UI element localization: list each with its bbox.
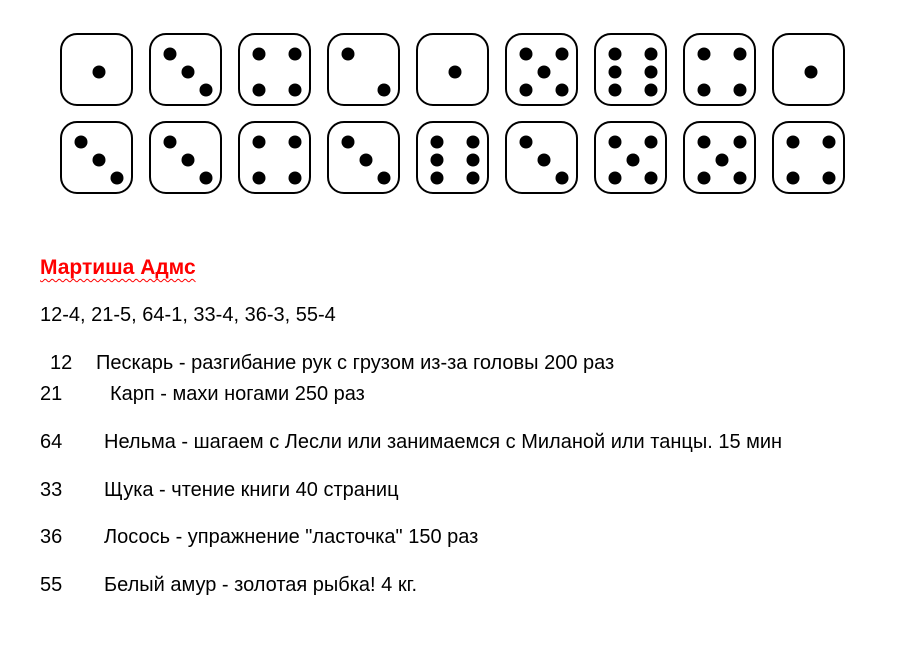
die-pip	[431, 154, 444, 167]
die-pip	[627, 154, 640, 167]
die-pip	[645, 84, 658, 97]
die-face-1	[772, 33, 845, 106]
task-number: 64	[40, 431, 63, 453]
die-pip	[342, 136, 355, 149]
task-number: 36	[40, 526, 63, 548]
die-pip	[538, 154, 551, 167]
heading-text: Мартиша Адмс	[40, 256, 196, 279]
die-pip	[538, 66, 551, 79]
task-text: Лосось - упражнение "ласточка" 150 раз	[104, 526, 479, 548]
die-pip	[698, 172, 711, 185]
die-pip	[378, 84, 391, 97]
die-pip	[289, 84, 302, 97]
die-pip	[342, 48, 355, 61]
die-pip	[556, 84, 569, 97]
die-pip	[431, 172, 444, 185]
die-pip	[93, 154, 106, 167]
die-pip	[164, 136, 177, 149]
die-pip	[200, 172, 213, 185]
die-pip	[698, 84, 711, 97]
die-pip	[609, 172, 622, 185]
task-number: 12	[50, 352, 73, 374]
die-pip	[75, 136, 88, 149]
die-pip	[449, 66, 462, 79]
die-pip	[734, 136, 747, 149]
die-pip	[431, 136, 444, 149]
die-pip	[609, 84, 622, 97]
die-pip	[734, 172, 747, 185]
die-pip	[698, 48, 711, 61]
die-pip	[556, 48, 569, 61]
task-number: 21	[40, 383, 63, 405]
task-number: 55	[40, 574, 63, 596]
die-pip	[289, 136, 302, 149]
die-pip	[467, 154, 480, 167]
dice-area	[0, 0, 900, 210]
die-pip	[520, 84, 533, 97]
die-face-5	[683, 121, 756, 194]
die-face-3	[60, 121, 133, 194]
die-pip	[787, 172, 800, 185]
task-text: Нельма - шагаем с Лесли или занимаемся с Миланой или танцы. 15 мин	[104, 431, 783, 453]
die-face-1	[416, 33, 489, 106]
die-pip	[805, 66, 818, 79]
die-face-5	[505, 33, 578, 106]
die-face-4	[238, 121, 311, 194]
task-text: Щука - чтение книги 40 страниц	[104, 479, 399, 501]
die-pip	[182, 154, 195, 167]
die-pip	[93, 66, 106, 79]
die-pip	[253, 84, 266, 97]
die-pip	[787, 136, 800, 149]
die-pip	[467, 172, 480, 185]
die-pip	[734, 48, 747, 61]
die-face-2	[327, 33, 400, 106]
die-pip	[645, 48, 658, 61]
die-pip	[289, 48, 302, 61]
heading	[40, 256, 196, 280]
task-number: 33	[40, 479, 63, 501]
die-pip	[164, 48, 177, 61]
die-pip	[823, 172, 836, 185]
task-text: Карп - махи ногами 250 раз	[110, 383, 365, 405]
die-pip	[609, 66, 622, 79]
die-pip	[698, 136, 711, 149]
die-face-3	[149, 33, 222, 106]
die-pip	[289, 172, 302, 185]
die-face-3	[149, 121, 222, 194]
die-pip	[360, 154, 373, 167]
die-pip	[716, 154, 729, 167]
die-pip	[734, 84, 747, 97]
summary-line: 12-4, 21-5, 64-1, 33-4, 36-3, 55-4	[40, 304, 336, 326]
die-pip	[253, 48, 266, 61]
die-pip	[609, 48, 622, 61]
die-pip	[111, 172, 124, 185]
die-face-1	[60, 33, 133, 106]
die-pip	[467, 136, 480, 149]
die-pip	[253, 172, 266, 185]
die-face-3	[327, 121, 400, 194]
die-face-3	[505, 121, 578, 194]
die-face-4	[772, 121, 845, 194]
die-face-4	[238, 33, 311, 106]
task-text: Пескарь - разгибание рук с грузом из-за головы 200 раз	[96, 352, 615, 374]
die-pip	[645, 66, 658, 79]
die-pip	[609, 136, 622, 149]
die-pip	[182, 66, 195, 79]
die-pip	[645, 172, 658, 185]
die-pip	[200, 84, 213, 97]
die-face-4	[683, 33, 756, 106]
die-pip	[556, 172, 569, 185]
die-pip	[645, 136, 658, 149]
die-pip	[520, 136, 533, 149]
die-face-6	[416, 121, 489, 194]
die-pip	[520, 48, 533, 61]
die-pip	[823, 136, 836, 149]
die-face-6	[594, 33, 667, 106]
die-pip	[253, 136, 266, 149]
task-text: Белый амур - золотая рыбка! 4 кг.	[104, 574, 417, 596]
die-pip	[378, 172, 391, 185]
die-face-5	[594, 121, 667, 194]
